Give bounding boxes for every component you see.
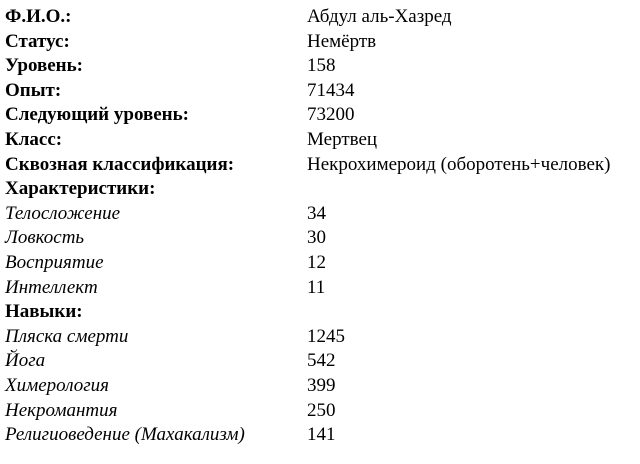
info-row-experience: [5, 79, 637, 104]
characteristic-value: 12: [307, 251, 326, 273]
info-row-class: [5, 128, 637, 153]
skill-row: [5, 374, 637, 399]
characteristic-row: [5, 202, 637, 227]
characteristic-label: Ловкость: [5, 227, 85, 249]
class-label: Класс:: [5, 128, 63, 150]
skill-value: 542: [307, 350, 336, 372]
info-row-level: [5, 54, 637, 79]
name-value: Абдул аль-Хазред: [307, 6, 452, 27]
characteristic-label: Интеллект: [5, 276, 98, 298]
experience-label: Опыт:: [5, 79, 62, 101]
characteristics-heading-row: [5, 177, 637, 202]
skill-label: Йога: [5, 350, 46, 372]
characteristic-value: 11: [307, 276, 326, 298]
experience-value: 71434: [307, 79, 355, 101]
characteristic-value: 34: [307, 202, 326, 224]
info-row-status: [5, 30, 637, 55]
class-value: Мертвец: [307, 128, 378, 150]
skill-label: Пляска смерти: [5, 325, 129, 347]
level-label: Уровень:: [5, 55, 83, 77]
skill-row: [5, 349, 637, 374]
characteristic-label: Восприятие: [5, 251, 104, 273]
classification-value: Некрохимероид (оборотень+человек): [307, 153, 611, 175]
info-row-next-level: [5, 103, 637, 128]
characteristic-row: [5, 226, 637, 251]
skills-heading-row: [5, 300, 637, 325]
next-level-value: 73200: [307, 104, 355, 126]
level-value: 158: [307, 55, 336, 77]
next-level-label: Следующий уровень:: [5, 104, 189, 126]
characteristic-row: [5, 276, 637, 301]
status-label: Статус:: [5, 30, 70, 52]
status-value: Немёртв: [307, 30, 377, 52]
skills-heading: Навыки:: [5, 301, 83, 323]
skill-row: [5, 325, 637, 350]
characteristics-heading: Характеристики:: [5, 178, 156, 200]
skill-value: 399: [307, 374, 336, 396]
character-sheet: [5, 5, 637, 448]
info-row-classification: [5, 153, 637, 178]
skill-label: Религиоведение (Махакализм): [5, 424, 245, 446]
skill-label: Химерология: [5, 374, 109, 396]
skill-value: 250: [307, 399, 336, 421]
characteristic-row: [5, 251, 637, 276]
skill-row: [5, 423, 637, 448]
skill-label: Некромантия: [5, 399, 118, 421]
skill-value: 1245: [307, 325, 345, 347]
characteristic-label: Телосложение: [5, 202, 121, 224]
characteristic-value: 30: [307, 227, 326, 249]
classification-label: Сквозная классификация:: [5, 153, 235, 175]
skill-row: [5, 399, 637, 424]
info-row-name: [5, 5, 637, 30]
name-label: Ф.И.О.:: [5, 6, 72, 27]
skill-value: 141: [307, 424, 336, 446]
